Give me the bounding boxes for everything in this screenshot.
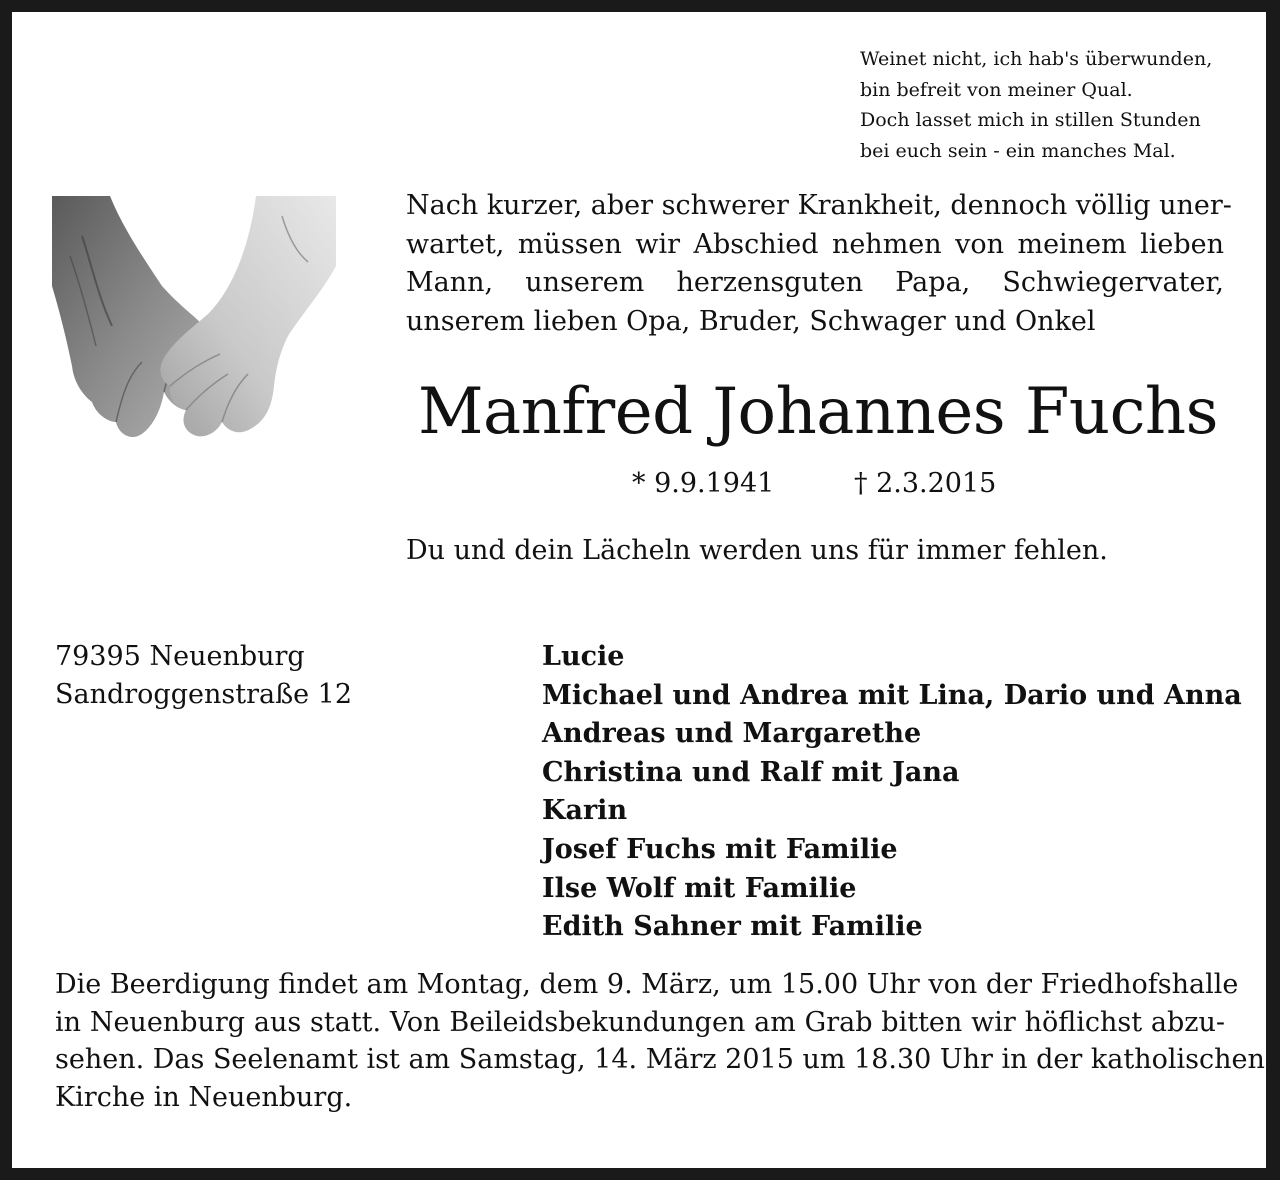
intro-line: Mann, unserem herzensguten Papa, Schwiegervater, <box>406 267 1224 298</box>
address-street: Sandroggenstraße 12 <box>55 679 353 710</box>
funeral-line: Die Beerdigung findet am Montag, dem 9. März, um 15.00 Uhr von der Friedhofshalle <box>55 969 1239 1000</box>
address-block <box>55 638 352 714</box>
mourner-entry: Andreas und Margarethe <box>542 718 922 750</box>
closing-line: Du und dein Lächeln werden uns für immer fehlen. <box>406 535 1108 566</box>
poem-line: bin befreit von meiner Qual. <box>860 78 1133 101</box>
mourners-list <box>542 638 1242 947</box>
death-date: † 2.3.2015 <box>854 468 997 499</box>
poem-line: Doch lasset mich in stillen Stunden <box>860 109 1201 131</box>
birth-date: * 9.9.1941 <box>632 468 775 499</box>
funeral-line: Kirche in Neuenburg. <box>55 1081 353 1113</box>
poem-line: Weinet nicht, ich hab's überwunden, <box>860 48 1213 70</box>
intro-line: wartet, müssen wir Abschied nehmen von meinem lieben <box>406 228 1224 260</box>
intro-paragraph <box>406 187 1232 341</box>
poem-line: bei euch sein - ein manches Mal. <box>860 139 1176 162</box>
mourner-entry: Ilse Wolf mit Familie <box>542 872 857 904</box>
mourner-entry: Michael und Andrea mit Lina, Dario und Anna <box>542 679 1242 711</box>
mourner-entry: Lucie <box>542 641 625 672</box>
funeral-notice <box>55 966 1265 1116</box>
funeral-line: sehen. Das Seelenamt ist am Samstag, 14. März 2015 um 18.30 Uhr in der katholischen <box>55 1044 1265 1075</box>
mourner-entry: Karin <box>542 795 628 827</box>
intro-line: Nach kurzer, aber schwerer Krankheit, dennoch völlig uner- <box>406 190 1232 221</box>
funeral-line: in Neuenburg aus statt. Von Beileidsbekundungen am Grab bitten wir höflichst abzu- <box>55 1006 1225 1038</box>
mourner-entry: Edith Sahner mit Familie <box>542 911 923 943</box>
poem-verse <box>860 44 1240 166</box>
mourner-entry: Josef Fuchs mit Familie <box>542 833 898 865</box>
mourner-entry: Christina und Ralf mit Jana <box>542 756 960 788</box>
deceased-name: Manfred Johannes Fuchs <box>418 375 1218 449</box>
holding-hands-photo <box>52 196 336 466</box>
intro-line: unserem lieben Opa, Bruder, Schwager und Onkel <box>406 305 1096 337</box>
address-city: 79395 Neuenburg <box>55 641 305 672</box>
